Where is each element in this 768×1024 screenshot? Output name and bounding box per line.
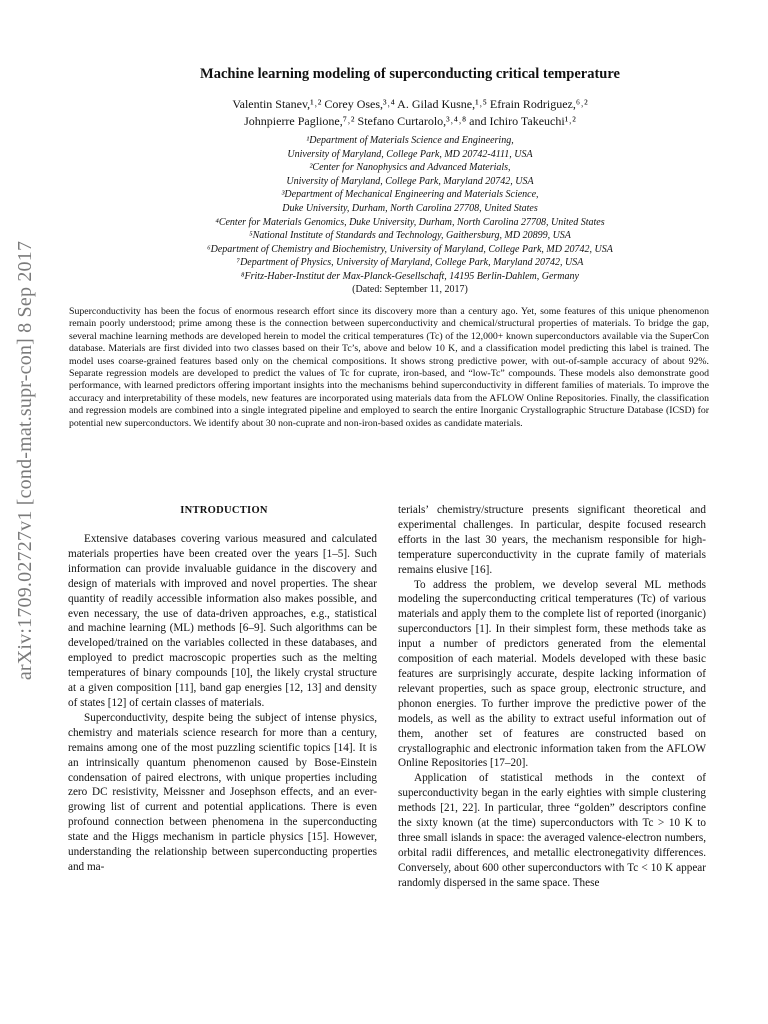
arxiv-identifier-stamp: [6, 230, 46, 690]
affiliations: [70, 134, 750, 284]
affiliation-line: ³Department of Mechanical Engineering and Materials Science,: [281, 189, 539, 201]
body-paragraph: To address the problem, we develop several ML methods modeling the superconducting critical temperatures (Tc) of various materials and apply them to the complete list of reported (inorganic) superconductors [1]. In their simplest form, these methods take as input a number of predictors generated from the elemental composition of each material. Models developed with these basic features are surprisingly accurate, despite lacking information of relevant properties, such as space group, electronic structure, and phonon energies. To further improve the predictive power of the models, as well as the ability to extract useful information out of them, another set of features are constructed based on crystallographic and electronic information taken from the AFLOW Online Repositories [17–20].: [398, 578, 706, 770]
paper-title: Machine learning modeling of superconducting critical temperature: [200, 66, 620, 82]
body-paragraph: terials’ chemistry/structure presents significant theoretical and experimental challenges. In particular, despite focused research efforts in the last 30 years, the mechanism responsible for high-temperature superconductivity in the cuprate family of materials remains elusive [16].: [398, 504, 706, 576]
affiliation-line: ⁷Department of Physics, University of Maryland, College Park, Maryland 20742, USA: [236, 257, 584, 269]
left-column: [68, 532, 377, 875]
affiliation-line: ²Center for Nanophysics and Advanced Materials,: [309, 162, 511, 174]
affiliation-line: ⁴Center for Materials Genomics, Duke University, Durham, North Carolina 27708, United States: [215, 216, 605, 228]
author-list: [70, 96, 750, 130]
body-paragraph: Extensive databases covering various measured and calculated materials properties have been created over the years [1–5]. Such information can provide invaluable guidance in the discovery and design of materials with improved and novel properties. The shear quantity of readily accessible information also makes possible, and even necessary, the use of data-driven approaches, e.g., statistical and machine learning (ML) methods [6–9]. Such algorithms can be developed/trained on the variables collected in these databases, and employed to predict macroscopic properties such as the melting temperatures of binary compounds [10], the likely crystal structure at a given composition [11], band gap energies [12, 13] and density of states [12] of certain classes of materials.: [68, 533, 377, 709]
affiliation-line: University of Maryland, College Park, MD 20742-4111, USA: [287, 148, 533, 160]
abstract: Superconductivity has been the focus of enormous research effort since its discovery more than a century ago. Yet, some features of this unique phenomenon remain poorly understood; prime among these is the connection between superconductivity and chemical/structural properties of materials. To bridge the gap, several machine learning methods are developed herein to model the critical temperatures (Tc) of the 12,000+ known superconductors available via the SuperCon database. Materials are first divided into two classes based on their Tc’s, above and below 10 K, and a classification model predicting this label is trained. The model uses coarse-grained features based only on the chemical compositions. It shows strong predictive power, with out-of-sample accuracy of about 92%. Separate regression models are developed to predict the values of Tc for cuprate, iron-based, and “low-Tc” compounds. These models also demonstrate good performance, with learned predictors offering important insights into the mechanisms behind superconductivity in different families of materials. To improve the accuracy and interpretability of these models, new features are incorporated using materials data from the AFLOW Online Repositories. Finally, the classification and regression models are combined into a single integrated pipeline and employed to search the entire Inorganic Crystallographic Structure Database (ICSD) for potential new superconductors. We identify about 30 non-cuprate and non-iron-based oxides as candidate materials.: [69, 306, 709, 429]
author-line-2: Johnpierre Paglione,⁷˒² Stefano Curtarolo,³˒⁴˒⁸ and Ichiro Takeuchi¹˒²: [244, 114, 576, 128]
right-column: [398, 503, 706, 891]
body-paragraph: Superconductivity, despite being the subject of intense physics, chemistry and materials science research for more than a century, remains among one of the most puzzling scientific topics [14]. It is an intrinsically quantum phenomenon caused by Bose-Einstein condensation of paired electrons, with unique properties including zero DC resistivity, Meissner and Josephson effects, and an ever-growing list of current and potential applications. There is even profound connection between phenomena in the superconducting state and the Higgs mechanism in particle physics [15]. However, understanding the relationship between superconducting properties and ma-: [68, 711, 377, 873]
dated-line: (Dated: September 11, 2017): [352, 284, 468, 295]
affiliation-line: University of Maryland, College Park, Maryland 20742, USA: [286, 175, 534, 187]
body-paragraph: Application of statistical methods in the context of superconductivity began in the early eighties with simple clustering methods [21, 22]. In particular, three “golden” descriptors confine the sixty known (at the time) superconductors with Tc > 10 K to three small islands in space: the averaged valence-electron numbers, orbital radii differences, and metallic electronegativity differences. Conversely, about 600 other superconductors with Tc < 10 K appear randomly dispersed in the same space. These: [398, 772, 706, 889]
section-heading-introduction: INTRODUCTION: [180, 505, 268, 516]
affiliation-line: ⁶Department of Chemistry and Biochemistry, University of Maryland, College Park, MD 20742, USA: [207, 243, 613, 255]
arxiv-id-text: arXiv:1709.02727v1 [cond-mat.supr-con] 8 Sep 2017: [14, 240, 37, 680]
author-line-1: Valentin Stanev,¹˒² Corey Oses,³˒⁴ A. Gilad Kusne,¹˒⁵ Efrain Rodriguez,⁶˒²: [232, 97, 588, 111]
affiliation-line: ¹Department of Materials Science and Engineering,: [306, 135, 514, 146]
affiliation-line: ⁸Fritz-Haber-Institut der Max-Planck-Gesellschaft, 14195 Berlin-Dahlem, Germany: [241, 270, 579, 282]
affiliation-line: ⁵National Institute of Standards and Technology, Gaithersburg, MD 20899, USA: [249, 230, 571, 242]
affiliation-line: Duke University, Durham, North Carolina 27708, United States: [282, 202, 538, 214]
